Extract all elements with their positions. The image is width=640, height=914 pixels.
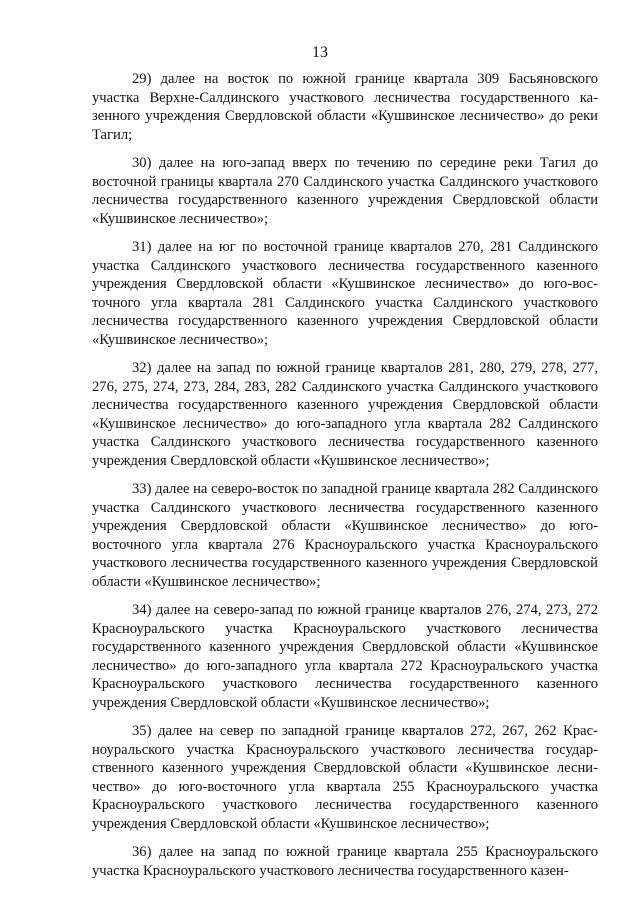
- document-body: [92, 70, 598, 890]
- paragraph-33: 33) далее на северо-восток по западной границе квартала 282 Салдинского участка Салдинского участкового лесничества государственного казенного учреждения Свердловской области «Кушвинское лесничество» до юго-восточного угла квартала 276 Красноуральского участка Красноуральского участкового лесничества государственного казенного учреждения Свердловской области «Кушвинское лесничество»;: [92, 481, 598, 590]
- page-number: 13: [312, 44, 328, 61]
- paragraph-35: 35) далее на север по западной границе кварталов 272, 267, 262 Красноуральского участка Красноуральского участкового лесничества государственного казенного учреждения Свердловской области «Кушвинское лесничество» до юго-восточного угла квартала 255 Красноуральского участка Красноуральского участкового лесничества государственного казенного учреждения Свердловской области «Кушвинское лесничество»;: [92, 723, 598, 832]
- paragraph-36: 36) далее на запад по южной границе квартала 255 Красноуральского участка Красноуральского участкового лесничества государственного казен-: [92, 844, 598, 879]
- paragraph-29: 29) далее на восток по южной границе квартала 309 Басьяновского участка Верхне-Салдинского участкового лесничества государственного казенного учреждения Свердловской области «Кушвинское лесничество» до реки Тагил;: [92, 71, 598, 143]
- paragraph-30: 30) далее на юго-запад вверх по течению по середине реки Тагил до восточной границы квартала 270 Салдинского участка Салдинского участкового лесничества государственного казенного учреждения Свердловской области «Кушвинское лесничество»;: [92, 155, 598, 227]
- paragraph-32: 32) далее на запад по южной границе кварталов 281, 280, 279, 278, 277, 276, 275, 274, 273, 284, 283, 282 Салдинского участка Салдинского участкового лесничества государственного казенного учреждения Свердловской области «Кушвинское лесничество» до юго-западного угла квартала 282 Салдинского участка Салдинского участкового лесничества государственного казенного учреждения Свердловской области «Кушвинское лесничество»;: [92, 360, 598, 469]
- paragraph-34: 34) далее на северо-запад по южной границе кварталов 276, 274, 273, 272 Красноуральского участка Красноуральского участкового лесничества государственного казенного учреждения Свердловской области «Кушвинское лесничество» до юго-западного угла квартала 272 Красноуральского участка Красноуральского участкового лесничества государственного казенного учреждения Свердловской области «Кушвинское лесничество»;: [92, 602, 598, 711]
- paragraph-31: 31) далее на юг по восточной границе кварталов 270, 281 Салдинского участка Салдинского участкового лесничества государственного казенного учреждения Свердловской области «Кушвинское лесничество» до юго-восточного угла квартала 281 Салдинского участка Салдинского участкового лесничества государственного казенного учреждения Свердловской области «Кушвинское лесничество»;: [92, 239, 598, 348]
